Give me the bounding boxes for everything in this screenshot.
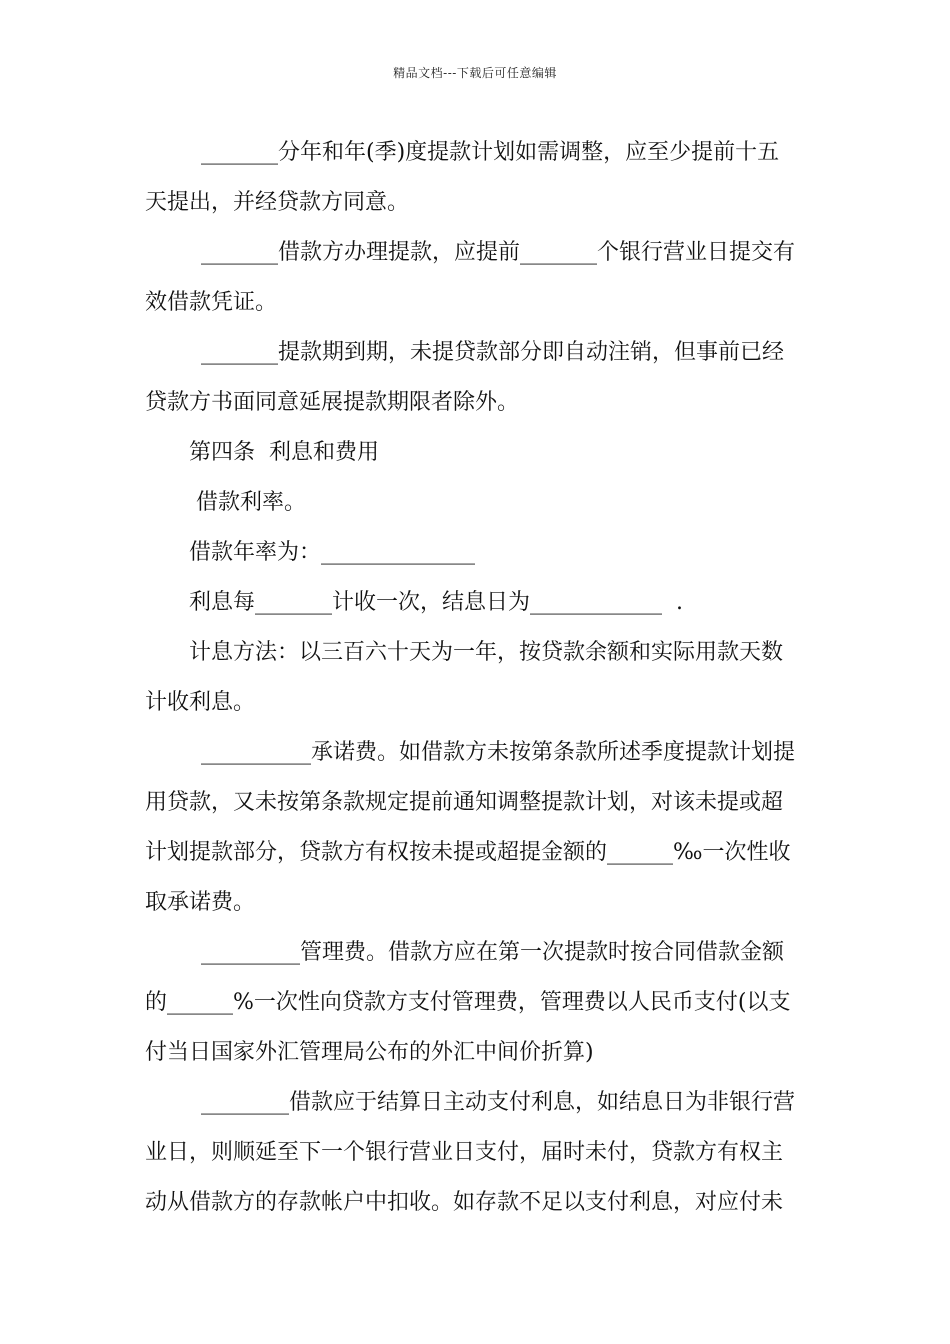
- text-line: 效借款凭证。: [145, 290, 278, 315]
- text-line: _________管理费。借款方应在第一次提款时按合同借款金额: [201, 940, 785, 965]
- document-body: [145, 128, 810, 1228]
- text-line: 付当日国家外汇管理局公布的外汇中间价折算): [145, 1040, 594, 1065]
- text-line: _______分年和年(季)度提款计划如需调整，应至少提前十五: [201, 140, 780, 165]
- text-line: 贷款方书面同意延展提款期限者除外。: [145, 390, 520, 415]
- text-line: ________借款应于结算日主动支付利息，如结息日为非银行营: [201, 1090, 796, 1115]
- text-line: 计息方法：以三百六十天为一年，按贷款余额和实际用款天数: [189, 640, 784, 665]
- text-line: 计收利息。: [145, 690, 256, 715]
- text-line: _______提款期到期，未提贷款部分即自动注销，但事前已经: [201, 340, 785, 365]
- text-line: 计划提款部分，贷款方有权按未提或超提金额的______‰一次性收: [145, 840, 791, 865]
- text-line: 取承诺费。: [145, 890, 256, 915]
- text-line: 动从借款方的存款帐户中扣收。如存款不足以支付利息，对应付未: [145, 1190, 784, 1215]
- text-line: 的______%一次性向贷款方支付管理费，管理费以人民币支付(以支: [145, 990, 791, 1015]
- section-heading: 第四条 利息和费用: [189, 440, 379, 465]
- text-line: 业日，则顺延至下一个银行营业日支付，届时未付，贷款方有权主: [145, 1140, 784, 1165]
- text-line: 用贷款，又未按第条款规定提前通知调整提款计划，对该未提或超: [145, 790, 784, 815]
- page-header: 精品文档---下载后可任意编辑: [393, 66, 557, 80]
- text-line: __________承诺费。如借款方未按第条款所述季度提款计划提: [201, 740, 796, 765]
- text-line: 利息每_______计收一次，结息日为____________ .: [189, 590, 683, 615]
- text-line: 天提出，并经贷款方同意。: [145, 190, 410, 215]
- text-line: _______借款方办理提款，应提前_______个银行营业日提交有: [201, 240, 796, 265]
- text-line: 借款年率为：______________: [189, 540, 476, 565]
- text-line: 借款利率。: [189, 490, 306, 515]
